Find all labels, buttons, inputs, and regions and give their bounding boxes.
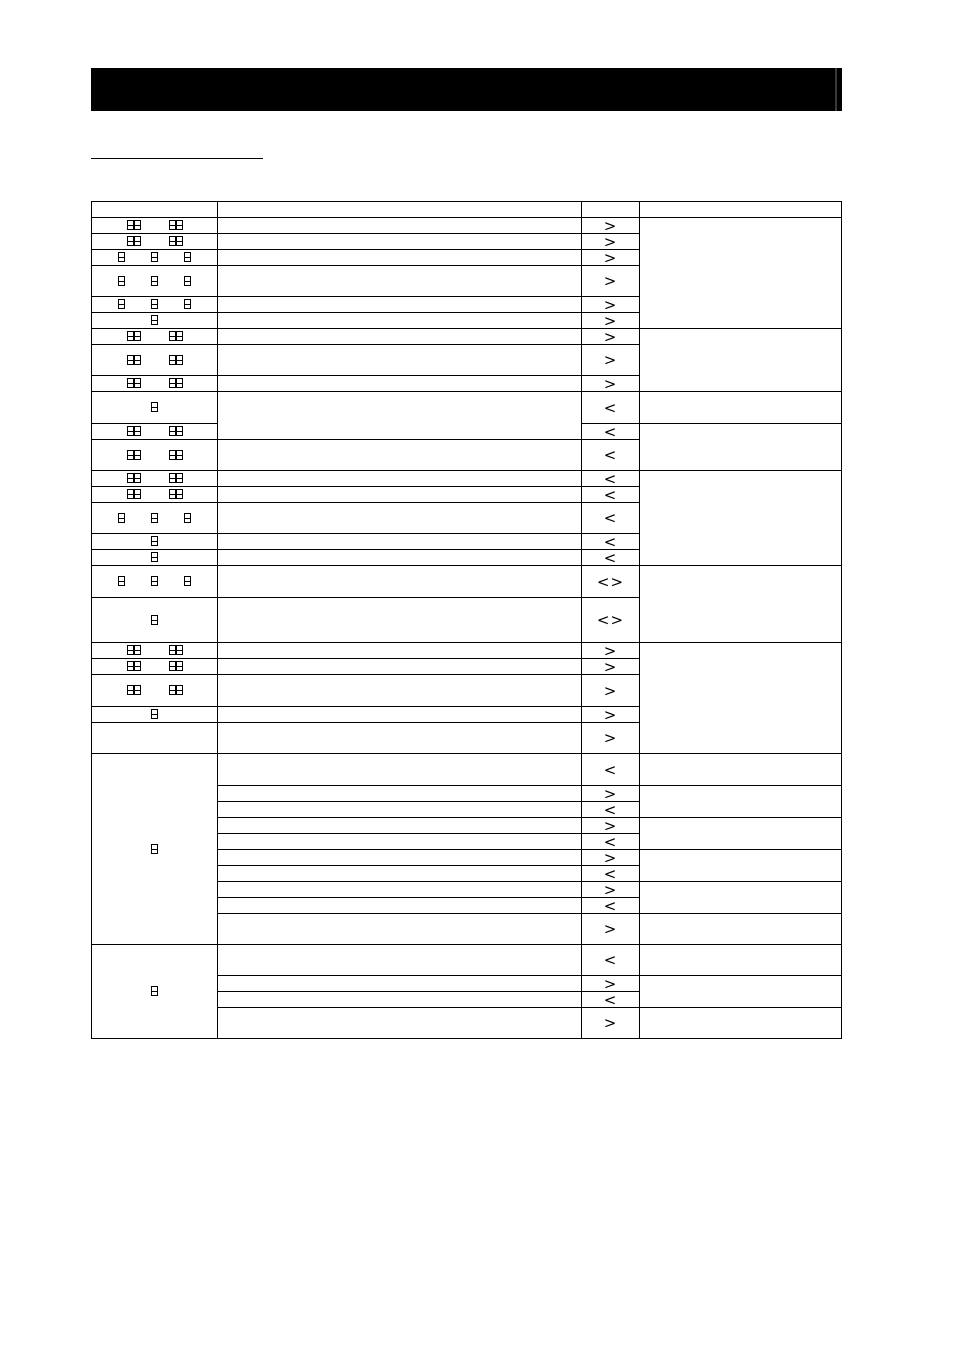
segment-digit-group: [184, 276, 191, 287]
row-direction: >: [603, 313, 618, 328]
row-direction: >: [603, 681, 618, 700]
row-direction: >: [603, 272, 618, 290]
segment-digit-icon: [151, 276, 158, 287]
segment-digit-icon: [169, 331, 176, 342]
seven-segment-code-icon: [118, 576, 191, 587]
segment-digit-group: [169, 355, 183, 366]
row-code: [92, 218, 217, 233]
seven-segment-code-icon: [127, 489, 183, 500]
segment-digit-icon: [176, 645, 183, 656]
row-direction: >: [603, 659, 618, 674]
row-direction: >: [603, 976, 618, 991]
header-description: [218, 202, 581, 217]
row-direction: >: [603, 297, 618, 312]
seven-segment-code-icon: [127, 236, 183, 247]
row-direction: >: [603, 818, 618, 833]
row-code: [92, 313, 217, 328]
row-remarks: [640, 945, 841, 975]
row-description: [218, 392, 581, 439]
row-code: [92, 754, 217, 944]
segment-digit-icon: [176, 236, 183, 247]
row-direction: >: [603, 1014, 618, 1032]
segment-digit-icon: [184, 299, 191, 310]
segment-digit-icon: [169, 473, 176, 484]
row-description: [218, 313, 581, 328]
segment-digit-group: [184, 513, 191, 524]
segment-digit-group: [151, 844, 158, 855]
segment-digit-group: [151, 576, 158, 587]
row-direction: >: [603, 234, 618, 249]
segment-digit-group: [151, 276, 158, 287]
row-direction: >: [603, 250, 618, 265]
row-description: [218, 707, 581, 722]
row-description: [218, 866, 581, 881]
segment-digit-icon: [151, 986, 158, 997]
segment-digit-icon: [118, 299, 125, 310]
row-code: [92, 376, 217, 391]
seven-segment-code-icon: [151, 402, 158, 413]
segment-digit-icon: [176, 355, 183, 366]
segment-digit-icon: [176, 378, 183, 389]
segment-digit-icon: [134, 473, 141, 484]
row-description: [218, 834, 581, 849]
segment-digit-icon: [151, 315, 158, 326]
row-remarks: [640, 850, 841, 881]
segment-digit-group: [151, 402, 158, 413]
row-code: [92, 675, 217, 706]
segment-digit-group: [127, 426, 141, 437]
row-remarks: [640, 218, 841, 328]
segment-digit-group: [127, 236, 141, 247]
header-direction: [582, 202, 639, 217]
row-remarks: [640, 424, 841, 470]
segment-digit-icon: [127, 236, 134, 247]
seven-segment-code-icon: [151, 615, 158, 626]
row-description: [218, 598, 581, 642]
row-description: [218, 818, 581, 833]
segment-digit-group: [151, 709, 158, 720]
table-bottom-border: [91, 1038, 842, 1039]
row-remarks: [640, 471, 841, 565]
row-code: [92, 643, 217, 658]
segment-digit-icon: [127, 473, 134, 484]
segment-digit-icon: [127, 685, 134, 696]
segment-digit-group: [127, 661, 141, 672]
row-description: [218, 754, 581, 785]
row-code: [92, 297, 217, 312]
seven-segment-code-icon: [151, 844, 158, 855]
row-description: [218, 345, 581, 375]
seven-segment-code-icon: [127, 645, 183, 656]
row-direction: <: [603, 446, 618, 464]
row-direction: <: [603, 487, 618, 502]
row-description: [218, 786, 581, 801]
row-direction: >: [603, 920, 618, 938]
segment-digit-icon: [176, 685, 183, 696]
segment-digit-icon: [127, 645, 134, 656]
segment-digit-icon: [151, 552, 158, 563]
row-direction: >: [603, 729, 618, 747]
row-direction: >: [603, 707, 618, 722]
segment-digit-group: [169, 378, 183, 389]
row-code: [92, 723, 217, 753]
row-direction: >: [603, 786, 618, 801]
seven-segment-code-icon: [118, 299, 191, 310]
segment-digit-icon: [118, 252, 125, 263]
segment-digit-icon: [127, 378, 134, 389]
segment-digit-icon: [176, 426, 183, 437]
row-description: [218, 802, 581, 817]
row-code: [92, 440, 217, 470]
segment-digit-icon: [134, 378, 141, 389]
row-direction: >: [603, 643, 618, 658]
segment-digit-icon: [169, 378, 176, 389]
row-description: [218, 440, 581, 470]
row-code: [92, 707, 217, 722]
segment-digit-icon: [151, 615, 158, 626]
segment-digit-group: [127, 645, 141, 656]
segment-digit-group: [151, 513, 158, 524]
segment-digit-group: [118, 513, 125, 524]
segment-digit-icon: [184, 252, 191, 263]
segment-digit-group: [151, 986, 158, 997]
row-direction: >: [603, 218, 618, 233]
segment-digit-group: [127, 450, 141, 461]
row-description: [218, 250, 581, 265]
seven-segment-code-icon: [151, 709, 158, 720]
row-code: [92, 471, 217, 486]
header-remarks: [640, 202, 841, 217]
row-code: [92, 329, 217, 344]
row-code: [92, 345, 217, 375]
segment-digit-icon: [127, 661, 134, 672]
row-description: [218, 503, 581, 533]
row-code: [92, 534, 217, 549]
segment-digit-icon: [118, 576, 125, 587]
segment-digit-group: [127, 378, 141, 389]
segment-digit-icon: [127, 450, 134, 461]
segment-digit-icon: [151, 513, 158, 524]
segment-digit-group: [169, 331, 183, 342]
row-code: [92, 234, 217, 249]
row-direction: <: [603, 898, 618, 913]
row-description: [218, 566, 581, 597]
seven-segment-code-icon: [118, 276, 191, 287]
segment-digit-group: [169, 661, 183, 672]
row-remarks: [640, 329, 841, 391]
row-direction: <: [603, 398, 618, 417]
row-description: [218, 723, 581, 753]
segment-digit-group: [127, 473, 141, 484]
row-direction: <: [603, 992, 618, 1007]
segment-digit-icon: [184, 276, 191, 287]
row-direction: >: [603, 850, 618, 865]
seven-segment-code-icon: [127, 331, 183, 342]
row-description: [218, 550, 581, 565]
row-description: [218, 487, 581, 502]
row-code: [92, 945, 217, 1038]
segment-digit-icon: [151, 709, 158, 720]
row-code: [92, 487, 217, 502]
row-description: [218, 376, 581, 391]
segment-digit-group: [151, 536, 158, 547]
segment-digit-group: [169, 426, 183, 437]
seven-segment-code-icon: [127, 355, 183, 366]
row-description: [218, 898, 581, 913]
row-remarks: [640, 643, 841, 753]
row-direction: <: [603, 866, 618, 881]
segment-digit-icon: [118, 276, 125, 287]
segment-digit-group: [118, 276, 125, 287]
segment-digit-group: [184, 252, 191, 263]
segment-digit-icon: [134, 685, 141, 696]
row-code: [92, 598, 217, 642]
row-description: [218, 218, 581, 233]
segment-digit-group: [151, 552, 158, 563]
row-direction: <: [603, 534, 618, 549]
segment-digit-group: [118, 576, 125, 587]
segment-digit-group: [118, 252, 125, 263]
segment-digit-icon: [134, 220, 141, 231]
segment-digit-icon: [134, 426, 141, 437]
segment-digit-icon: [151, 402, 158, 413]
row-remarks: [640, 392, 841, 423]
row-description: [218, 976, 581, 991]
segment-digit-icon: [169, 685, 176, 696]
segment-digit-icon: [134, 645, 141, 656]
row-description: [218, 945, 581, 975]
segment-digit-group: [169, 220, 183, 231]
row-code: [92, 566, 217, 597]
segment-digit-icon: [169, 489, 176, 500]
segment-digit-icon: [184, 576, 191, 587]
segment-digit-group: [169, 685, 183, 696]
segment-digit-icon: [134, 661, 141, 672]
row-description: [218, 534, 581, 549]
row-description: [218, 659, 581, 674]
segment-digit-icon: [134, 331, 141, 342]
row-direction: <>: [596, 572, 625, 591]
segment-digit-group: [118, 299, 125, 310]
row-description: [218, 914, 581, 944]
seven-segment-code-icon: [151, 315, 158, 326]
segment-digit-icon: [169, 661, 176, 672]
segment-digit-group: [127, 331, 141, 342]
row-direction: <: [603, 509, 618, 527]
row-direction: <: [603, 760, 618, 779]
seven-segment-code-icon: [118, 252, 191, 263]
row-direction: >: [603, 329, 618, 344]
row-description: [218, 329, 581, 344]
row-direction: >: [603, 351, 618, 369]
segment-digit-group: [184, 576, 191, 587]
segment-digit-icon: [176, 450, 183, 461]
row-remarks: [640, 882, 841, 913]
segment-digit-group: [127, 489, 141, 500]
row-remarks: [640, 754, 841, 785]
segment-digit-icon: [127, 489, 134, 500]
seven-segment-code-icon: [151, 536, 158, 547]
seven-segment-code-icon: [127, 661, 183, 672]
row-code: [92, 659, 217, 674]
seven-segment-code-icon: [127, 685, 183, 696]
row-description: [218, 471, 581, 486]
row-code: [92, 392, 217, 423]
row-code: [92, 424, 217, 439]
segment-digit-icon: [176, 331, 183, 342]
row-description: [218, 1008, 581, 1038]
segment-digit-icon: [169, 220, 176, 231]
seven-segment-code-icon: [127, 426, 183, 437]
segment-digit-icon: [151, 844, 158, 855]
row-remarks: [640, 914, 841, 944]
row-code: [92, 250, 217, 265]
row-remarks: [640, 1008, 841, 1038]
row-description: [218, 234, 581, 249]
segment-digit-group: [151, 615, 158, 626]
segment-digit-icon: [127, 426, 134, 437]
row-remarks: [640, 566, 841, 642]
segment-digit-icon: [169, 426, 176, 437]
row-description: [218, 266, 581, 296]
segment-digit-icon: [127, 331, 134, 342]
row-description: [218, 675, 581, 706]
segment-digit-group: [169, 450, 183, 461]
segment-digit-icon: [169, 236, 176, 247]
row-remarks: [640, 786, 841, 817]
segment-digit-group: [151, 315, 158, 326]
row-remarks: [640, 976, 841, 1007]
row-description: [218, 992, 581, 1007]
segment-digit-group: [127, 685, 141, 696]
segment-digit-icon: [176, 473, 183, 484]
row-description: [218, 297, 581, 312]
segment-digit-icon: [151, 299, 158, 310]
segment-digit-group: [169, 489, 183, 500]
segment-digit-icon: [169, 450, 176, 461]
segment-digit-icon: [134, 489, 141, 500]
row-code: [92, 550, 217, 565]
segment-digit-icon: [169, 645, 176, 656]
row-direction: <: [603, 424, 618, 439]
row-code: [92, 503, 217, 533]
segment-digit-group: [169, 473, 183, 484]
segment-digit-group: [169, 645, 183, 656]
segment-digit-icon: [184, 513, 191, 524]
segment-digit-group: [127, 220, 141, 231]
row-direction: <: [603, 550, 618, 565]
seven-segment-code-icon: [151, 986, 158, 997]
row-code: [92, 266, 217, 296]
row-direction: >: [603, 882, 618, 897]
segment-digit-icon: [176, 661, 183, 672]
row-direction: >: [603, 376, 618, 391]
row-direction: <>: [596, 611, 625, 629]
segment-digit-group: [127, 355, 141, 366]
row-description: [218, 850, 581, 865]
row-description: [218, 643, 581, 658]
seven-segment-code-icon: [127, 473, 183, 484]
segment-digit-icon: [151, 576, 158, 587]
segment-digit-group: [169, 236, 183, 247]
segment-digit-icon: [151, 536, 158, 547]
seven-segment-code-icon: [151, 552, 158, 563]
segment-digit-group: [184, 299, 191, 310]
header-code: [92, 202, 217, 217]
seven-segment-code-icon: [118, 513, 191, 524]
segment-digit-group: [151, 252, 158, 263]
row-direction: <: [603, 802, 618, 817]
segment-digit-icon: [134, 236, 141, 247]
segment-digit-icon: [169, 355, 176, 366]
segment-digit-icon: [134, 450, 141, 461]
row-direction: <: [603, 471, 618, 486]
seven-segment-code-icon: [127, 378, 183, 389]
row-direction: <: [603, 951, 618, 969]
segment-digit-group: [151, 299, 158, 310]
segment-digit-icon: [127, 220, 134, 231]
row-description: [218, 882, 581, 897]
segment-digit-icon: [176, 220, 183, 231]
row-direction: <: [603, 834, 618, 849]
segment-digit-icon: [176, 489, 183, 500]
segment-digit-icon: [134, 355, 141, 366]
row-remarks: [640, 818, 841, 849]
segment-digit-icon: [151, 252, 158, 263]
segment-digit-icon: [127, 355, 134, 366]
seven-segment-code-icon: [127, 450, 183, 461]
seven-segment-code-icon: [127, 220, 183, 231]
segment-digit-icon: [118, 513, 125, 524]
